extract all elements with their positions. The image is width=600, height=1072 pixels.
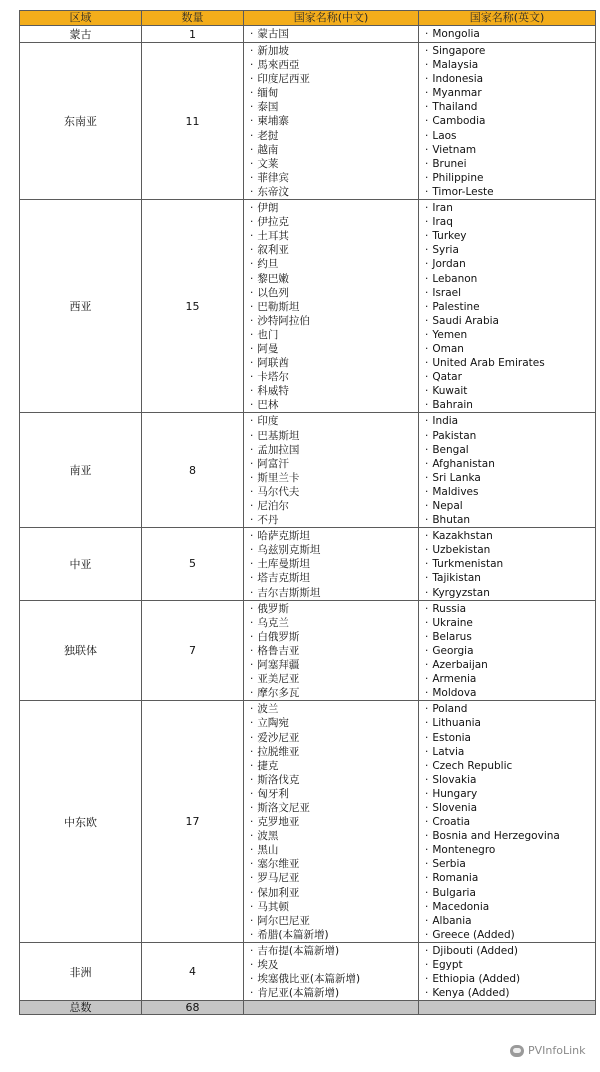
- list-item: · Armenia: [419, 672, 595, 686]
- list-item: · 不丹: [244, 513, 418, 527]
- table-row: [20, 528, 596, 600]
- list-item: · 印度: [244, 414, 418, 428]
- list-item: · 立陶宛: [244, 716, 418, 730]
- table-row: [20, 43, 596, 200]
- list-item: · Djibouti (Added): [419, 944, 595, 958]
- list-item: · Iraq: [419, 215, 595, 229]
- country-list-en: [419, 600, 596, 701]
- list-item: · 阿塞拜疆: [244, 658, 418, 672]
- list-item: · 新加坡: [244, 44, 418, 58]
- list-item: · 波兰: [244, 702, 418, 716]
- list-item: · Maldives: [419, 485, 595, 499]
- list-item: · 越南: [244, 143, 418, 157]
- list-item: · 阿联酋: [244, 356, 418, 370]
- list-item: · 菲律宾: [244, 171, 418, 185]
- list-item: · 馬來西亞: [244, 58, 418, 72]
- country-list-cn: [244, 701, 419, 943]
- count-cell: 15: [142, 200, 244, 413]
- list-item: · Israel: [419, 286, 595, 300]
- header-name-en: 国家名称(英文): [419, 11, 596, 26]
- list-item: · Sri Lanka: [419, 471, 595, 485]
- list-item: · 埃塞俄比亚(本篇新增): [244, 972, 418, 986]
- region-cell: 中亚: [20, 528, 142, 600]
- list-item: · Belarus: [419, 630, 595, 644]
- region-cell: 西亚: [20, 200, 142, 413]
- list-item: · United Arab Emirates: [419, 356, 595, 370]
- count-cell: 4: [142, 942, 244, 1000]
- country-list-cn: [244, 413, 419, 528]
- list-item: · 克罗地亚: [244, 815, 418, 829]
- list-item: · Turkmenistan: [419, 557, 595, 571]
- table-row: [20, 600, 596, 701]
- list-item: · Myanmar: [419, 86, 595, 100]
- list-item: · Laos: [419, 129, 595, 143]
- list-item: · Bhutan: [419, 513, 595, 527]
- table-row: [20, 26, 596, 43]
- total-label: 总数: [20, 1001, 142, 1015]
- list-item: · 马其顿: [244, 900, 418, 914]
- list-item: · Indonesia: [419, 72, 595, 86]
- list-item: · 斯里兰卡: [244, 471, 418, 485]
- list-item: · Slovenia: [419, 801, 595, 815]
- list-item: · Greece (Added): [419, 928, 595, 942]
- list-item: · 土耳其: [244, 229, 418, 243]
- list-item: · Estonia: [419, 731, 595, 745]
- total-count: 68: [142, 1001, 244, 1015]
- list-item: · 阿尔巴尼亚: [244, 914, 418, 928]
- empty-cell: [419, 1001, 596, 1015]
- region-cell: 蒙古: [20, 26, 142, 43]
- list-item: · 爱沙尼亚: [244, 731, 418, 745]
- list-item: · 约旦: [244, 257, 418, 271]
- list-item: · Turkey: [419, 229, 595, 243]
- list-item: · 卡塔尔: [244, 370, 418, 384]
- list-item: · 东帝汶: [244, 185, 418, 199]
- table-row: [20, 200, 596, 413]
- list-item: · 斯洛文尼亚: [244, 801, 418, 815]
- list-item: · 斯洛伐克: [244, 773, 418, 787]
- list-item: · Albania: [419, 914, 595, 928]
- list-item: · Bengal: [419, 443, 595, 457]
- count-cell: 5: [142, 528, 244, 600]
- list-item: · 土库曼斯坦: [244, 557, 418, 571]
- list-item: · 拉脱维亚: [244, 745, 418, 759]
- list-item: · Brunei: [419, 157, 595, 171]
- list-item: · Hungary: [419, 787, 595, 801]
- list-item: · Macedonia: [419, 900, 595, 914]
- list-item: · Bosnia and Herzegovina: [419, 829, 595, 843]
- list-item: · Philippine: [419, 171, 595, 185]
- list-item: · 叙利亚: [244, 243, 418, 257]
- list-item: · 白俄罗斯: [244, 630, 418, 644]
- header-region: 区域: [20, 11, 142, 26]
- country-list-cn: [244, 200, 419, 413]
- count-cell: 11: [142, 43, 244, 200]
- list-item: · 蒙古国: [244, 27, 418, 41]
- list-item: · 罗马尼亚: [244, 871, 418, 885]
- list-item: · 以色列: [244, 286, 418, 300]
- list-item: · 也门: [244, 328, 418, 342]
- country-list-en: [419, 528, 596, 600]
- list-item: · Romania: [419, 871, 595, 885]
- list-item: · Jordan: [419, 257, 595, 271]
- list-item: · 捷克: [244, 759, 418, 773]
- list-item: · 摩尔多瓦: [244, 686, 418, 700]
- list-item: · Syria: [419, 243, 595, 257]
- list-item: · 希腊(本篇新增): [244, 928, 418, 942]
- list-item: · 哈萨克斯坦: [244, 529, 418, 543]
- list-item: · Moldova: [419, 686, 595, 700]
- list-item: · Russia: [419, 602, 595, 616]
- country-list-cn: [244, 528, 419, 600]
- list-item: · 阿曼: [244, 342, 418, 356]
- list-item: · 印度尼西亚: [244, 72, 418, 86]
- list-item: · Oman: [419, 342, 595, 356]
- country-list-en: [419, 200, 596, 413]
- list-item: · Palestine: [419, 300, 595, 314]
- list-item: · 亚美尼亚: [244, 672, 418, 686]
- list-item: · 马尔代夫: [244, 485, 418, 499]
- list-item: · 巴林: [244, 398, 418, 412]
- list-item: · Timor-Leste: [419, 185, 595, 199]
- country-list-en: [419, 701, 596, 943]
- region-cell: 非洲: [20, 942, 142, 1000]
- watermark-text: PVInfoLink: [528, 1044, 586, 1057]
- list-item: · Kyrgyzstan: [419, 586, 595, 600]
- watermark: [510, 1044, 586, 1057]
- country-list-cn: [244, 942, 419, 1000]
- list-item: · Serbia: [419, 857, 595, 871]
- list-item: · Mongolia: [419, 27, 595, 41]
- list-item: · 尼泊尔: [244, 499, 418, 513]
- count-cell: 17: [142, 701, 244, 943]
- count-cell: 1: [142, 26, 244, 43]
- list-item: · Nepal: [419, 499, 595, 513]
- list-item: · Kazakhstan: [419, 529, 595, 543]
- header-count: 数量: [142, 11, 244, 26]
- table-row: [20, 701, 596, 943]
- list-item: · Georgia: [419, 644, 595, 658]
- list-item: · 匈牙利: [244, 787, 418, 801]
- countries-table: [19, 10, 596, 1015]
- list-item: · 吉布提(本篇新增): [244, 944, 418, 958]
- list-item: · 老挝: [244, 129, 418, 143]
- list-item: · Malaysia: [419, 58, 595, 72]
- list-item: · Iran: [419, 201, 595, 215]
- country-list-en: [419, 942, 596, 1000]
- list-item: · 缅甸: [244, 86, 418, 100]
- list-item: · 俄罗斯: [244, 602, 418, 616]
- list-item: · 科威特: [244, 384, 418, 398]
- region-cell: 独联体: [20, 600, 142, 701]
- list-item: · Tajikistan: [419, 571, 595, 585]
- list-item: · 阿富汗: [244, 457, 418, 471]
- wechat-icon: [510, 1045, 524, 1057]
- list-item: · Singapore: [419, 44, 595, 58]
- list-item: · 保加利亚: [244, 886, 418, 900]
- list-item: · 孟加拉国: [244, 443, 418, 457]
- empty-cell: [244, 1001, 419, 1015]
- count-cell: 8: [142, 413, 244, 528]
- list-item: · Croatia: [419, 815, 595, 829]
- list-item: · Czech Republic: [419, 759, 595, 773]
- list-item: · Bulgaria: [419, 886, 595, 900]
- region-cell: 南亚: [20, 413, 142, 528]
- list-item: · Montenegro: [419, 843, 595, 857]
- list-item: · Kuwait: [419, 384, 595, 398]
- total-row: [20, 1001, 596, 1015]
- list-item: · Pakistan: [419, 429, 595, 443]
- country-list-en: [419, 26, 596, 43]
- list-item: · Thailand: [419, 100, 595, 114]
- list-item: · Ukraine: [419, 616, 595, 630]
- list-item: · Latvia: [419, 745, 595, 759]
- list-item: · Yemen: [419, 328, 595, 342]
- list-item: · 黑山: [244, 843, 418, 857]
- list-item: · 塔吉克斯坦: [244, 571, 418, 585]
- list-item: · Qatar: [419, 370, 595, 384]
- list-item: · 肯尼亚(本篇新增): [244, 986, 418, 1000]
- list-item: · Bahrain: [419, 398, 595, 412]
- list-item: · Poland: [419, 702, 595, 716]
- list-item: · 伊朗: [244, 201, 418, 215]
- list-item: · Lithuania: [419, 716, 595, 730]
- list-item: · Uzbekistan: [419, 543, 595, 557]
- list-item: · Vietnam: [419, 143, 595, 157]
- list-item: · 柬埔寨: [244, 114, 418, 128]
- header-row: [20, 11, 596, 26]
- region-cell: 东南亚: [20, 43, 142, 200]
- list-item: · Ethiopia (Added): [419, 972, 595, 986]
- list-item: · India: [419, 414, 595, 428]
- list-item: · 格鲁吉亚: [244, 644, 418, 658]
- country-list-en: [419, 413, 596, 528]
- list-item: · Saudi Arabia: [419, 314, 595, 328]
- list-item: · 黎巴嫩: [244, 272, 418, 286]
- list-item: · 塞尔维亚: [244, 857, 418, 871]
- list-item: · Slovakia: [419, 773, 595, 787]
- list-item: · Azerbaijan: [419, 658, 595, 672]
- country-list-cn: [244, 43, 419, 200]
- list-item: · 伊拉克: [244, 215, 418, 229]
- header-name-cn: 国家名称(中文): [244, 11, 419, 26]
- list-item: · Cambodia: [419, 114, 595, 128]
- list-item: · 乌克兰: [244, 616, 418, 630]
- list-item: · 泰国: [244, 100, 418, 114]
- list-item: · 吉尔吉斯斯坦: [244, 586, 418, 600]
- table-row: [20, 413, 596, 528]
- list-item: · 文莱: [244, 157, 418, 171]
- list-item: · 埃及: [244, 958, 418, 972]
- list-item: · 巴基斯坦: [244, 429, 418, 443]
- country-list-cn: [244, 600, 419, 701]
- list-item: · Lebanon: [419, 272, 595, 286]
- table-row: [20, 942, 596, 1000]
- list-item: · 乌兹别克斯坦: [244, 543, 418, 557]
- list-item: · Kenya (Added): [419, 986, 595, 1000]
- country-list-cn: [244, 26, 419, 43]
- list-item: · 巴勒斯坦: [244, 300, 418, 314]
- region-cell: 中东欧: [20, 701, 142, 943]
- list-item: · 沙特阿拉伯: [244, 314, 418, 328]
- country-list-en: [419, 43, 596, 200]
- list-item: · Afghanistan: [419, 457, 595, 471]
- list-item: · Egypt: [419, 958, 595, 972]
- count-cell: 7: [142, 600, 244, 701]
- list-item: · 波黑: [244, 829, 418, 843]
